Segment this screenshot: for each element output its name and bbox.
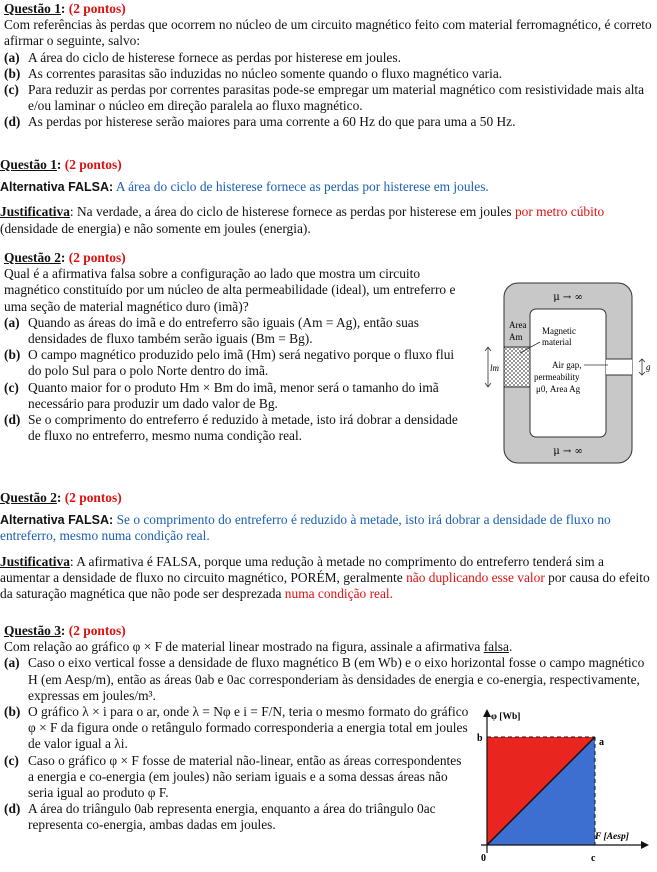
option-label: (b) [4, 65, 21, 81]
phi-f-graph [475, 705, 653, 870]
answer-title: Questão 1 [0, 157, 57, 172]
question-stem: Com relação ao gráfico φ × F de material linear mostrado na figura, assinale a afirmativa falsa. [4, 639, 513, 655]
false-alternative [0, 179, 653, 195]
justification-label: Justificativa [0, 204, 70, 220]
justification-tail: (densidade de energia) e não somente em joules (energia). [0, 220, 311, 236]
false-alternative [0, 512, 653, 544]
answer-1-header: Questão 1: (2 pontos) [0, 157, 122, 172]
answer-title: Questão 2 [0, 490, 57, 505]
option-label: (b) [4, 704, 21, 720]
justification-text: : Na verdade, a área do ciclo de histerese fornece as perdas por histerese em joules [69, 204, 512, 220]
magnetic-label: Magnetic [542, 326, 576, 336]
mu-top-label: μ → ∞ [553, 292, 583, 303]
point-c-label: c [591, 853, 596, 864]
option-d [4, 114, 653, 130]
question-stem: Com referências às perdas que ocorrem no núcleo de um circuito magnético feito com material ferromagnético, é correto afirmar o seguinte, salvo: [4, 17, 652, 49]
question-title: Questão 2 [4, 250, 61, 265]
answer-1 [0, 157, 653, 237]
question-points: (2 pontos) [68, 623, 126, 638]
y-axis-label: φ [Wb] [491, 712, 521, 722]
origin-label: 0 [481, 853, 486, 864]
question-3-header: Questão 3: (2 pontos) [4, 623, 126, 638]
magnetic-circuit-figure [482, 273, 654, 473]
option-d [4, 801, 469, 833]
answer-2 [0, 490, 653, 602]
false-alt-text: A área do ciclo de histerese fornece as perdas por histerese em joules. [115, 179, 489, 195]
option-label: (c) [4, 379, 19, 395]
question-1-header: Questão 1: (2 pontos) [4, 1, 126, 16]
answer-points: (2 pontos) [64, 157, 122, 172]
option-a [4, 655, 653, 704]
option-text: A área do ciclo de histerese fornece as perdas por histerese em joules. [28, 49, 401, 65]
point-a-label: a [599, 737, 604, 748]
question-points: (2 pontos) [68, 250, 126, 265]
option-text: Caso o gráfico φ × F fosse de material não-linear, então as áreas correspondentes a energia e co-energia (em joules) não seriam iguais e a soma dessas áreas não seria igual ao produto φ F. [28, 752, 462, 801]
option-text: Para reduzir as perdas por correntes parasitas pode-se empregar um material magnético com resistividade mais alta e/ou laminar o núcleo em direção paralela ao fluxo magnético. [28, 82, 645, 114]
option-label: (a) [4, 314, 20, 330]
option-label: (c) [4, 82, 19, 98]
mu-bottom-label: μ → ∞ [553, 446, 583, 457]
air-gap [606, 359, 632, 375]
question-title: Questão 1 [4, 1, 61, 16]
g-label: g [646, 362, 651, 372]
option-a [4, 50, 653, 66]
option-c [4, 753, 469, 802]
option-b [4, 66, 653, 82]
question-1 [4, 1, 653, 131]
option-text: As correntes parasitas são induzidas no núcleo somente quando o fluxo magnético varia. [28, 65, 503, 81]
option-label: (b) [4, 347, 21, 363]
false-alt-label: Alternativa FALSA: [0, 513, 114, 528]
option-text: O gráfico λ × i para o ar, onde λ = Nφ e i = F/N, teria o mesmo formato do gráfico φ × F da figura onde o retângulo formado corresponderia a energia total em joules de valor igual a λi. [28, 704, 469, 752]
question-2 [4, 250, 469, 444]
lm-label: lm [490, 363, 499, 373]
option-label: (d) [4, 801, 21, 817]
option-label: (d) [4, 114, 21, 130]
point-b-label: b [477, 733, 483, 744]
option-label: (a) [4, 655, 20, 671]
question-2-header: Questão 2: (2 pontos) [4, 250, 126, 265]
option-text: Quando as áreas do imã e do entreferro são iguais (Am = Ag), então suas densidades de fluxo também serão iguais (Bm = Bg). [28, 314, 419, 347]
permeability-label: permeability [534, 372, 580, 382]
justification [0, 204, 653, 236]
magnet-section [504, 347, 530, 387]
justification-label: Justificativa [0, 553, 70, 569]
area-label: Area [509, 320, 527, 330]
option-c [4, 380, 469, 412]
option-b [4, 347, 469, 379]
option-d [4, 412, 469, 444]
option-text: Caso o eixo vertical fosse a densidade de fluxo magnético B (em Wb) e o eixo horizontal fosse o campo magnético H (em Aesp/m), então as áreas 0ab e 0ac corresponderiam às densidades de energia e co-energia, respectivamente, expressas em joules/m³. [28, 655, 645, 703]
false-alt-text: Se o comprimento do entreferro é reduzido à metade, isto irá dobrar a densidade de fluxo no entreferro, mesmo numa condição real. [0, 512, 611, 544]
option-text: Se o comprimento do entreferro é reduzido à metade, isto irá dobrar a densidade de fluxo no entreferro, mesmo numa condição real. [28, 412, 458, 444]
false-alt-label: Alternativa FALSA: [0, 180, 114, 195]
answer-points: (2 pontos) [64, 490, 122, 505]
option-text: As perdas por histerese serão maiores para uma corrente a 60 Hz do que para uma a 50 Hz. [28, 114, 516, 130]
option-a [4, 315, 469, 347]
question-points: (2 pontos) [68, 1, 126, 16]
option-text: A área do triângulo 0ab representa energia, enquanto a área do triângulo 0ac representa co-energia, ambas dadas em joules. [28, 801, 436, 833]
question-title: Questão 3 [4, 623, 61, 638]
justification-highlight: não duplicando esse valor [406, 569, 545, 585]
option-c [4, 82, 653, 114]
question-stem: Qual é a afirmativa falsa sobre a configuração ao lado que mostra um circuito magnético constituído por um núcleo de alta permeabilidade (ideal), um entreferro e uma seção de material magnético duro (imã)? [4, 266, 456, 314]
area-am-label: Am [509, 332, 523, 342]
material-label: material [542, 337, 572, 347]
option-label: (c) [4, 752, 19, 768]
answer-2-header: Questão 2: (2 pontos) [0, 490, 122, 505]
justification-text: : A afirmativa é FALSA, porque uma redução à metade no comprimento do entreferro tenderá sim a aumentar a densidade de fluxo no circuito magnético, PORÉM, geralmente [0, 553, 604, 585]
option-label: (a) [4, 49, 20, 65]
airgap-label: Air gap, [552, 360, 582, 370]
airgap-area-label: μ0, Area Ag [536, 384, 581, 394]
justification-mid: por causa do efeito da saturação magnética que não pode ser desprezada [0, 569, 650, 602]
justification [0, 554, 653, 603]
option-text: Quanto maior for o produto Hm × Bm do imã, menor será o tamanho do imã necessário para produzir um dado valor de Bg. [28, 379, 439, 411]
justification-highlight: por metro cúbito [514, 204, 605, 220]
justification-highlight-2: numa condição real. [284, 586, 393, 602]
option-label: (d) [4, 412, 21, 428]
stem-text: Com relação ao gráfico φ × F de material linear mostrado na figura, assinale a afirmativa [4, 639, 481, 655]
x-axis-label: F [Aesp] [595, 832, 629, 842]
option-b [4, 704, 469, 753]
option-text: O campo magnético produzido pelo imã (Hm) será negativo porque o fluxo flui do polo Sul para o polo Norte dentro do imã. [28, 347, 455, 379]
stem-keyword: falsa [483, 639, 509, 655]
